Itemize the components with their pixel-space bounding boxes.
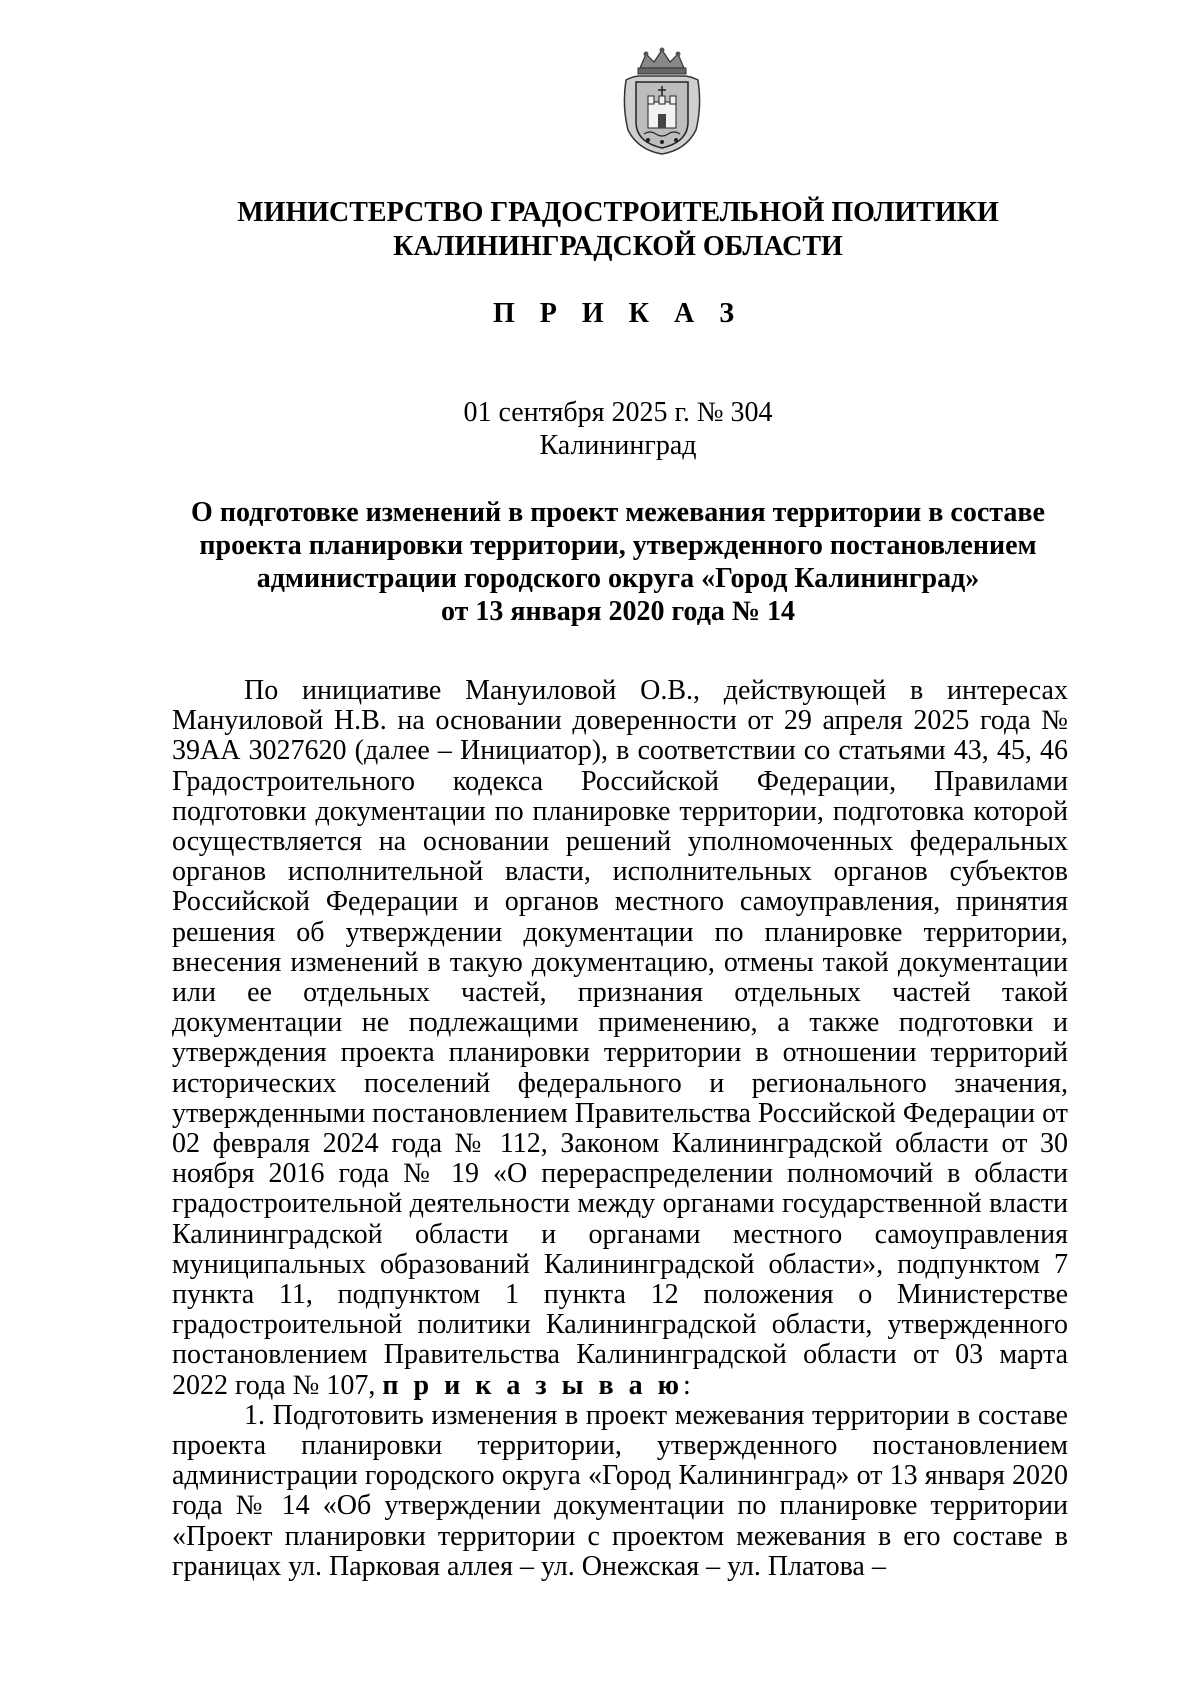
subject-line4: от 13 января 2020 года № 14 [440, 596, 796, 627]
order-subject [190, 496, 1046, 628]
order-word: п р и к а з ы в а ю [382, 1369, 683, 1401]
subject-line2: проекта планировки территории, утвержденного постановлением [199, 530, 1037, 561]
ministry-name-line2: КАЛИНИНГРАДСКОЙ ОБЛАСТИ [393, 231, 843, 262]
document-type-title: П Р И К А З [493, 298, 743, 329]
order-colon: : [682, 1369, 691, 1401]
order-city: Калининград [539, 430, 697, 461]
coat-of-arms-icon [618, 46, 706, 156]
body-paragraph-item1: 1. Подготовить изменения в проект межевания территории в составе проекта планировки территории, утвержденного постановлением администрации городского округа «Город Калининград» от 13 января 2020 года № 14 «Об утверждении документации по планировке территории «Проект планировки территории с проектом межевания в его составе в границах ул. Парковая аллея – ул. Онежская – ул. Платова – [172, 1399, 1068, 1582]
preamble-text: По инициативе Мануиловой О.В., действующей в интересах Мануиловой Н.В. на основании доверенности от 29 апреля 2025 года № 39АА 3027620 (далее – Инициатор), в соответствии со статьями 43, 45, 46 Градостроительного кодекса Российской Федерации, Правилами подготовки документации по планировке территории, подготовка которой осуществляется на основании решений уполномоченных федеральных органов исполнительной власти, исполнительных органов субъектов Российской Федерации и органов местного самоуправления, принятия решения об утверждении документации по планировке территории, внесения изменений в такую документацию, отмены такой документации или ее отдельных частей, признания отдельных частей такой документации не подлежащими применению, а также подготовки и утверждения проекта планировки территории в отношении территорий исторических поселений федерального и регионального значения, утвержденными постановлением Правительства Российской Федерации от 02 февраля 2024 года № 112, Законом Калининградской области от 30 ноября 2016 года № 19 «О перераспределении полномочий в области градостроительной деятельности между органами государственной власти Калининградской области и органами местного самоуправления муниципальных образований Калининградской области», подпунктом 7 пункта 11, подпунктом 1 пункта 12 положения о Министерстве градостроительной политики Калининградской области, утвержденного постановлением Правительства Калининградской области от 03 марта 2022 года № 107, [172, 675, 1068, 1401]
order-date-number: 01 сентября 2025 г. № 304 [463, 397, 773, 428]
ministry-header [170, 196, 1066, 264]
ministry-name-line1: МИНИСТЕРСТВО ГРАДОСТРОИТЕЛЬНОЙ ПОЛИТИКИ [237, 197, 999, 228]
subject-line1: О подготовке изменений в проект межевания территории в составе [191, 497, 1045, 528]
date-number-block [170, 396, 1066, 462]
subject-line3: администрации городского округа «Город Калининград» [256, 563, 980, 594]
order-body [172, 676, 1068, 1582]
body-paragraph-preamble [172, 676, 1068, 1401]
